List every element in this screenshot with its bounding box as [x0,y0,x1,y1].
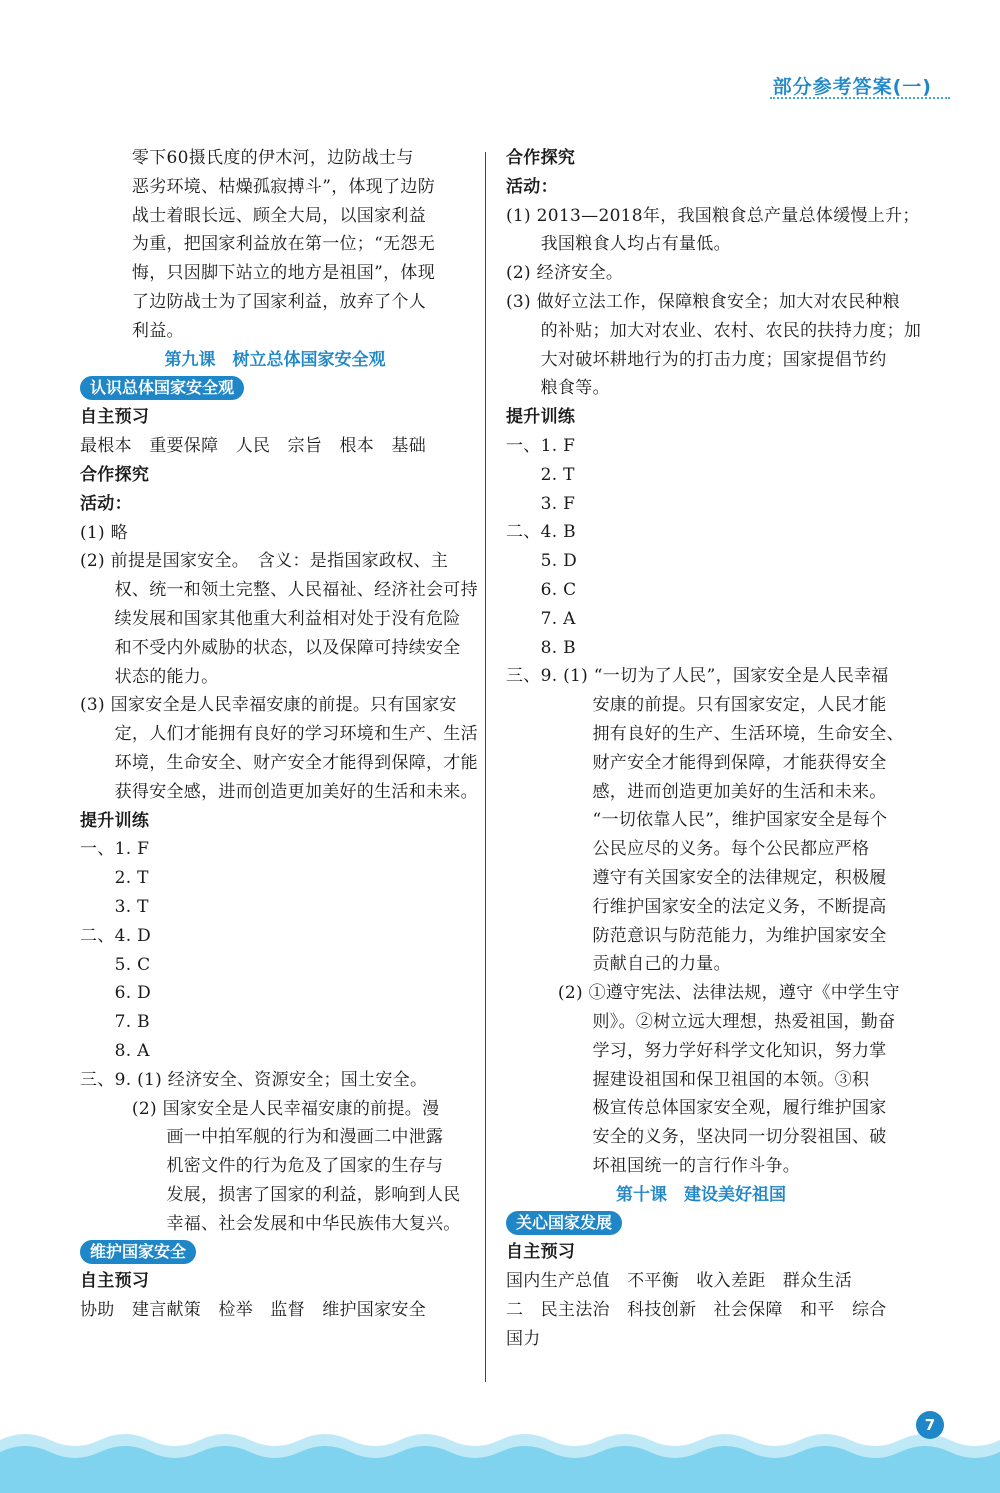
text-line: 权、统一和领土完整、人民福祉、经济社会可持 [80,580,478,601]
text-line: 二 民主法治 科技创新 社会保障 和平 综合 [506,1300,887,1321]
subsection-heading: 提升训练 [80,810,150,831]
text-line: 的补贴；加大对农业、农村、农民的扶持力度；加 [506,320,922,341]
answer-line: 8. B [506,637,576,658]
section-tag: 维护国家安全 [80,1240,196,1264]
answer-line: 3. T [80,896,149,917]
subsection-heading: 自主预习 [506,1242,576,1263]
activity-label: 活动： [506,176,558,197]
text-line: 机密文件的行为危及了国家的生存与 [80,1156,444,1177]
text-line: (3) 国家安全是人民幸福安康的前提。只有国家安 [80,695,457,716]
text-line: 学习，努力学好科学文化知识，努力掌 [506,1040,887,1061]
text-line: 了边防战士为了国家利益，放弃了个人 [80,291,426,312]
answer-line: 5. C [80,954,151,975]
text-line: (1) 略 [80,522,128,543]
text-line: 战士着眼长远、顾全大局，以国家利益 [80,205,426,226]
text-line: 恶劣环境、枯燥孤寂搏斗”，体现了边防 [80,176,435,197]
text-line: 为重，把国家利益放在第一位；“无怨无 [80,234,435,255]
lesson-title: 第十课 建设美好祖国 [616,1184,786,1205]
answer-line: 2. T [80,868,149,889]
text-line: 和不受内外威胁的状态，以及保障可持续安全 [80,637,461,658]
text-line: 遵守有关国家安全的法律规定，积极履 [506,867,887,888]
text-line: (1) 2013—2018年，我国粮食总产量总体缓慢上升； [506,205,920,226]
text-line: 发展，损害了国家的利益，影响到人民 [80,1184,461,1205]
text-line: 公民应尽的义务。每个公民都应严格 [506,839,870,860]
answer-line: 二、4. B [506,522,576,543]
text-line: 定，人们才能拥有良好的学习环境和生产、生活 [80,724,478,745]
text-line: 国内生产总值 不平衡 收入差距 群众生活 [506,1271,852,1292]
text-line: 则》。②树立远大理想，热爱祖国，勤奋 [506,1011,896,1032]
text-line: 画一中拍军舰的行为和漫画二中泄露 [80,1127,444,1148]
text-line: 坏祖国统一的言行作斗争。 [506,1155,801,1176]
text-line: 防范意识与防范能力，为维护国家安全 [506,925,887,946]
text-line: 我国粮食人均占有量低。 [506,234,731,255]
text-line: 握建设祖国和保卫祖国的本领。③积 [506,1069,870,1090]
text-line: 行维护国家安全的法定义务，不断提高 [506,896,887,917]
text-line: 拥有良好的生产、生活环境，生命安全、 [506,723,904,744]
lesson-title: 第九课 树立总体国家安全观 [164,349,386,370]
text-line: 大对破坏耕地行为的打击力度；国家提倡节约 [506,349,887,370]
text-line: 国力 [506,1328,541,1349]
text-line: 财产安全才能得到保障，才能获得安全 [506,752,887,773]
page-header [770,72,950,102]
text-line: 利益。 [80,320,184,341]
answer-line: 二、4. D [80,925,152,946]
section-tag: 认识总体国家安全观 [80,376,244,400]
subsection-heading: 合作探究 [506,148,576,168]
column-divider [485,152,486,1382]
text-line: 续发展和国家其他重大利益相对处于没有危险 [80,608,461,629]
answer-line: 7. A [506,608,576,629]
text-line: (2) ①遵守宪法、法律法规，遵守《中学生守 [506,983,900,1004]
page-number-badge: 7 [916,1411,944,1439]
text-line: 感，进而创造更加美好的生活和未来。 [506,781,887,802]
text-line: (3) 做好立法工作，保障粮食安全；加大对农民种粮 [506,291,900,312]
activity-label: 活动： [80,493,132,514]
subsection-heading: 合作探究 [80,464,150,485]
header-rule [770,97,950,99]
text-line: 三、9. (1) “一切为了人民”，国家安全是人民幸福 [506,666,889,687]
subsection-heading: 自主预习 [80,407,150,428]
subsection-heading: 自主预习 [80,1271,150,1292]
text-line: 获得安全感，进而创造更加美好的生活和未来。 [80,781,478,802]
text-line: “一切依靠人民”，维护国家安全是每个 [506,810,888,831]
answer-line: 一、1. F [80,839,150,860]
text-line: 安全的义务，坚决同一切分裂祖国、破 [506,1127,887,1148]
header-title: 部分参考答案(一) [772,76,932,98]
text-line: (2) 经济安全。 [506,263,624,284]
left-column [80,144,478,1325]
footer-wave-decoration [0,1410,1000,1493]
text-line: 协助 建言献策 检举 监督 维护国家安全 [80,1300,426,1321]
text-line: 贡献自己的力量。 [506,954,731,975]
answer-line: 5. D [506,551,578,572]
text-line: 最根本 重要保障 人民 宗旨 根本 基础 [80,436,426,457]
section-tag: 关心国家发展 [506,1211,622,1235]
text-line: 零下60摄氏度的伊木河，边防战士与 [80,148,414,168]
answer-line: 2. T [506,464,575,485]
text-line: 三、9. (1) 经济安全、资源安全；国土安全。 [80,1069,428,1090]
text-line: 极宣传总体国家安全观，履行维护国家 [506,1098,887,1119]
text-line: (2) 前提是国家安全。 含义：是指国家政权、主 [80,551,449,572]
answer-line: 7. B [80,1012,150,1033]
answer-line: 一、1. F [506,435,576,456]
text-line: 悔，只因脚下站立的地方是祖国”，体现 [80,263,435,284]
answer-line: 6. C [506,579,577,600]
answer-line: 8. A [80,1040,150,1061]
text-line: 环境，生命安全、财产安全才能得到保障，才能 [80,752,478,773]
answer-line: 3. F [506,493,576,514]
subsection-heading: 提升训练 [506,407,576,428]
answer-line: 6. D [80,983,152,1004]
text-line: 状态的能力。 [80,666,219,687]
text-line: 粮食等。 [506,378,610,399]
right-column [506,144,922,1354]
text-line: 安康的前提。只有国家安定，人民才能 [506,695,887,716]
text-line: (2) 国家安全是人民幸福安康的前提。漫 [80,1098,440,1119]
text-line: 幸福、社会发展和中华民族伟大复兴。 [80,1213,461,1234]
